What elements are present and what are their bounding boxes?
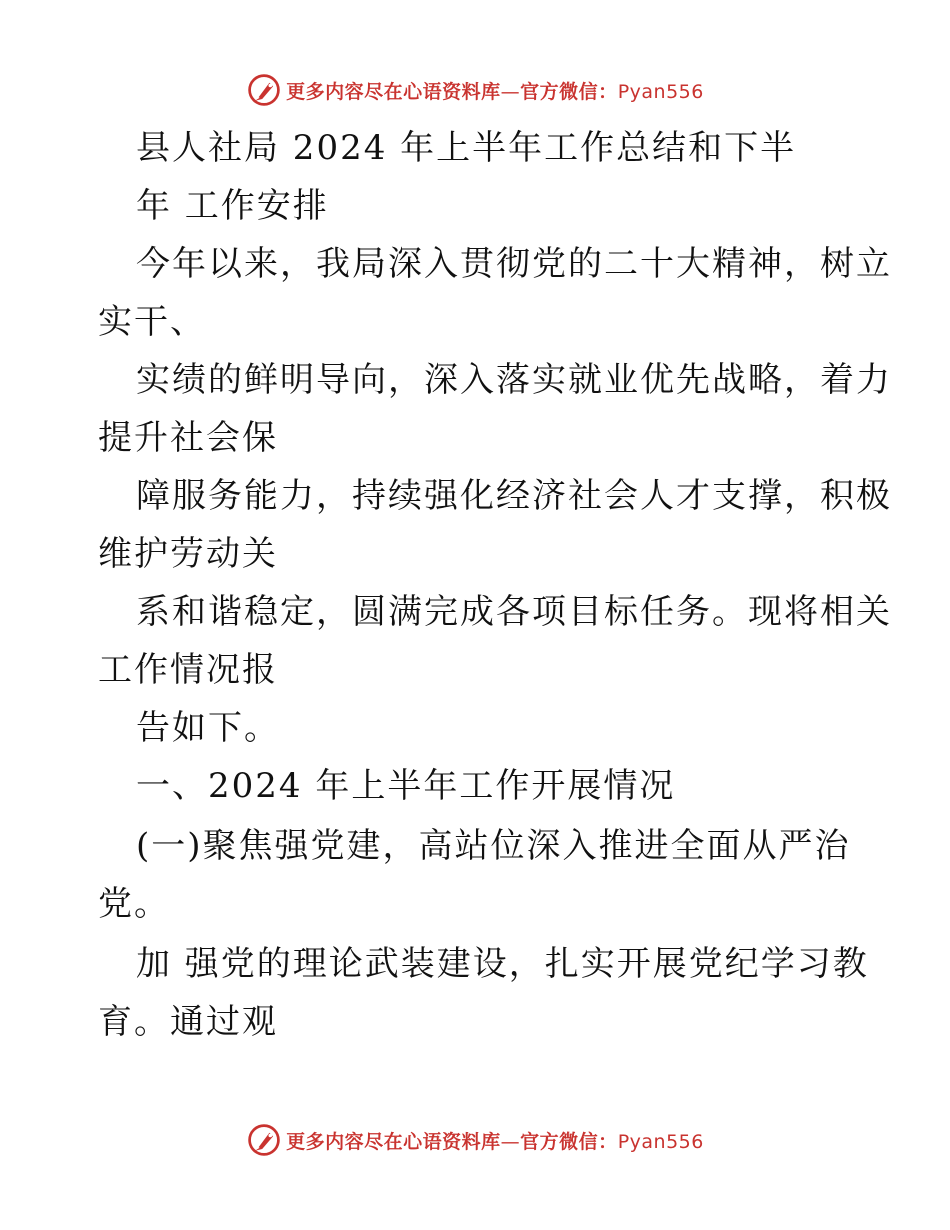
watermark-banner-top — [0, 70, 950, 110]
watermark-prefix: 更多内容尽在心语资料库 — [286, 80, 501, 103]
fountain-pen-logo-icon — [246, 1122, 282, 1158]
section-heading: 一、2024 年上半年工作开展情况 — [136, 766, 676, 806]
doc-line: 工作情况报 — [98, 650, 278, 690]
doc-line: 今年以来，我局深入贯彻党的二十大精神，树立 — [136, 244, 892, 284]
doc-line: 实干、 — [98, 302, 206, 342]
doc-line: 维护劳动关 — [98, 534, 278, 574]
doc-line: 加 强党的理论武装建设，扎实开展党纪学习教 — [136, 944, 869, 984]
doc-line: 障服务能力，持续强化经济社会人才支撑，积极 — [136, 476, 892, 516]
watermark-suffix: 官方微信： — [520, 80, 618, 103]
doc-line: 提升社会保 — [98, 418, 278, 458]
doc-line: 系和谐稳定，圆满完成各项目标任务。现将相关 — [136, 592, 892, 632]
doc-line: 告如下。 — [136, 708, 280, 748]
subsection-heading: (一)聚焦强党建，高站位深入推进全面从严治 — [136, 826, 851, 866]
watermark-prefix: 更多内容尽在心语资料库 — [286, 1130, 501, 1153]
fountain-pen-logo-icon — [246, 72, 282, 108]
doc-line: 党。 — [98, 884, 170, 924]
watermark-text — [286, 77, 704, 104]
doc-title-line-2: 年 工作安排 — [136, 186, 329, 226]
watermark-wechat-id: Pyan556 — [617, 1130, 704, 1153]
watermark-banner-bottom — [0, 1120, 950, 1160]
doc-title-line-1: 县人社局 2024 年上半年工作总结和下半 — [136, 128, 797, 168]
watermark-text — [286, 1127, 704, 1154]
watermark-suffix: 官方微信： — [520, 1130, 618, 1153]
doc-line: 育。通过观 — [98, 1002, 278, 1042]
watermark-dash: — — [500, 1130, 521, 1153]
watermark-dash: — — [500, 80, 521, 103]
doc-line: 实绩的鲜明导向，深入落实就业优先战略，着力 — [136, 360, 892, 400]
watermark-wechat-id: Pyan556 — [617, 80, 704, 103]
